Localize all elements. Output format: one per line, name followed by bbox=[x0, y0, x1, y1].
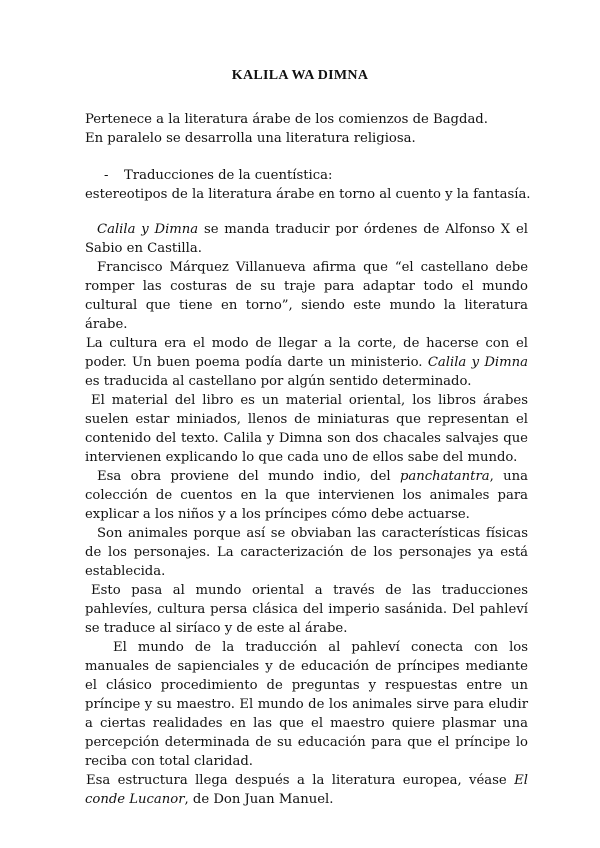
paragraph-4: El material del libro es un material oriental, los libros árabes suelen estar miniados, llenos de miniaturas que representan el contenido del texto. Calila y Dimna son dos chacales salvajes que intervienen explicando lo que cada uno de ellos sabe del mundo. bbox=[85, 393, 528, 465]
paragraph-6: Son animales porque así se obviaban las características físicas de los personajes. La caracterización de los personajes ya está establecida. bbox=[85, 526, 528, 579]
paragraph-7: Esto pasa al mundo oriental a través de las traducciones pahlevíes, cultura persa clásica del imperio sasánida. Del pahleví se traduce al siríaco y de este al árabe. bbox=[85, 583, 528, 636]
paragraph-8: El mundo de la traducción al pahleví conecta con los manuales de sapienciales y de educación de príncipes mediante el clásico procedimiento de preguntas y respuestas entre un príncipe y su maestro. El mundo de los animales sirve para eludir a ciertas realidades en las que el maestro quiere plasmar una percepción determinada de su educación para que el príncipe lo reciba con total claridad. bbox=[85, 640, 528, 769]
book-title-italic: Calila y Dimna bbox=[427, 355, 528, 370]
paragraph-3-text-b: es traducida al castellano por algún sentido determinado. bbox=[85, 374, 472, 389]
panchatantra-italic: panchatantra bbox=[399, 469, 490, 484]
book-title-italic: Calila y Dimna bbox=[97, 222, 199, 237]
paragraph-2: Francisco Márquez Villanueva afirma que “el castellano debe romper las costuras de su traje para adaptar todo el mundo cultural que tiene en torno”, siendo este mundo la literatura árabe. bbox=[85, 260, 528, 332]
paragraph-5-text-b: , una colección de cuentos en la que intervienen los animales para explicar a los niños y a los príncipes cómo debe actuarse. bbox=[85, 469, 529, 522]
list-item-text: Traducciones de la cuentística: bbox=[124, 168, 333, 183]
paragraph-9 bbox=[85, 771, 528, 809]
intro-block bbox=[85, 110, 528, 148]
paragraph-3 bbox=[85, 334, 528, 391]
list-bullet: - bbox=[104, 168, 109, 183]
body-text bbox=[85, 220, 528, 809]
paragraph-9-text-b: , de Don Juan Manuel. bbox=[184, 792, 334, 807]
paragraph-5-text-a: Esa obra proviene del mundo indio, del bbox=[97, 469, 400, 484]
paragraph-3-text-a: La cultura era el modo de llegar a la corte, de hacerse con el poder. Un buen poema podía darte un ministerio. bbox=[85, 336, 528, 370]
paragraph-5 bbox=[85, 467, 528, 524]
paragraph-9-text-a: Esa estructura llega después a la literatura europea, véase bbox=[86, 773, 515, 788]
list-note: estereotipos de la literatura árabe en torno al cuento y la fantasía. bbox=[85, 187, 531, 202]
book-title-italic: El conde Lucanor bbox=[85, 773, 528, 807]
list-item bbox=[104, 166, 332, 185]
paragraph-1-text: se manda traducir por órdenes de Alfonso X el Sabio en Castilla. bbox=[85, 222, 528, 256]
page-title: KALILA WA DIMNA bbox=[231, 68, 369, 83]
intro-line-1: Pertenece a la literatura árabe de los comienzos de Bagdad. bbox=[85, 112, 488, 127]
paragraph-1 bbox=[85, 220, 528, 258]
intro-line-2: En paralelo se desarrolla una literatura religiosa. bbox=[85, 131, 416, 146]
